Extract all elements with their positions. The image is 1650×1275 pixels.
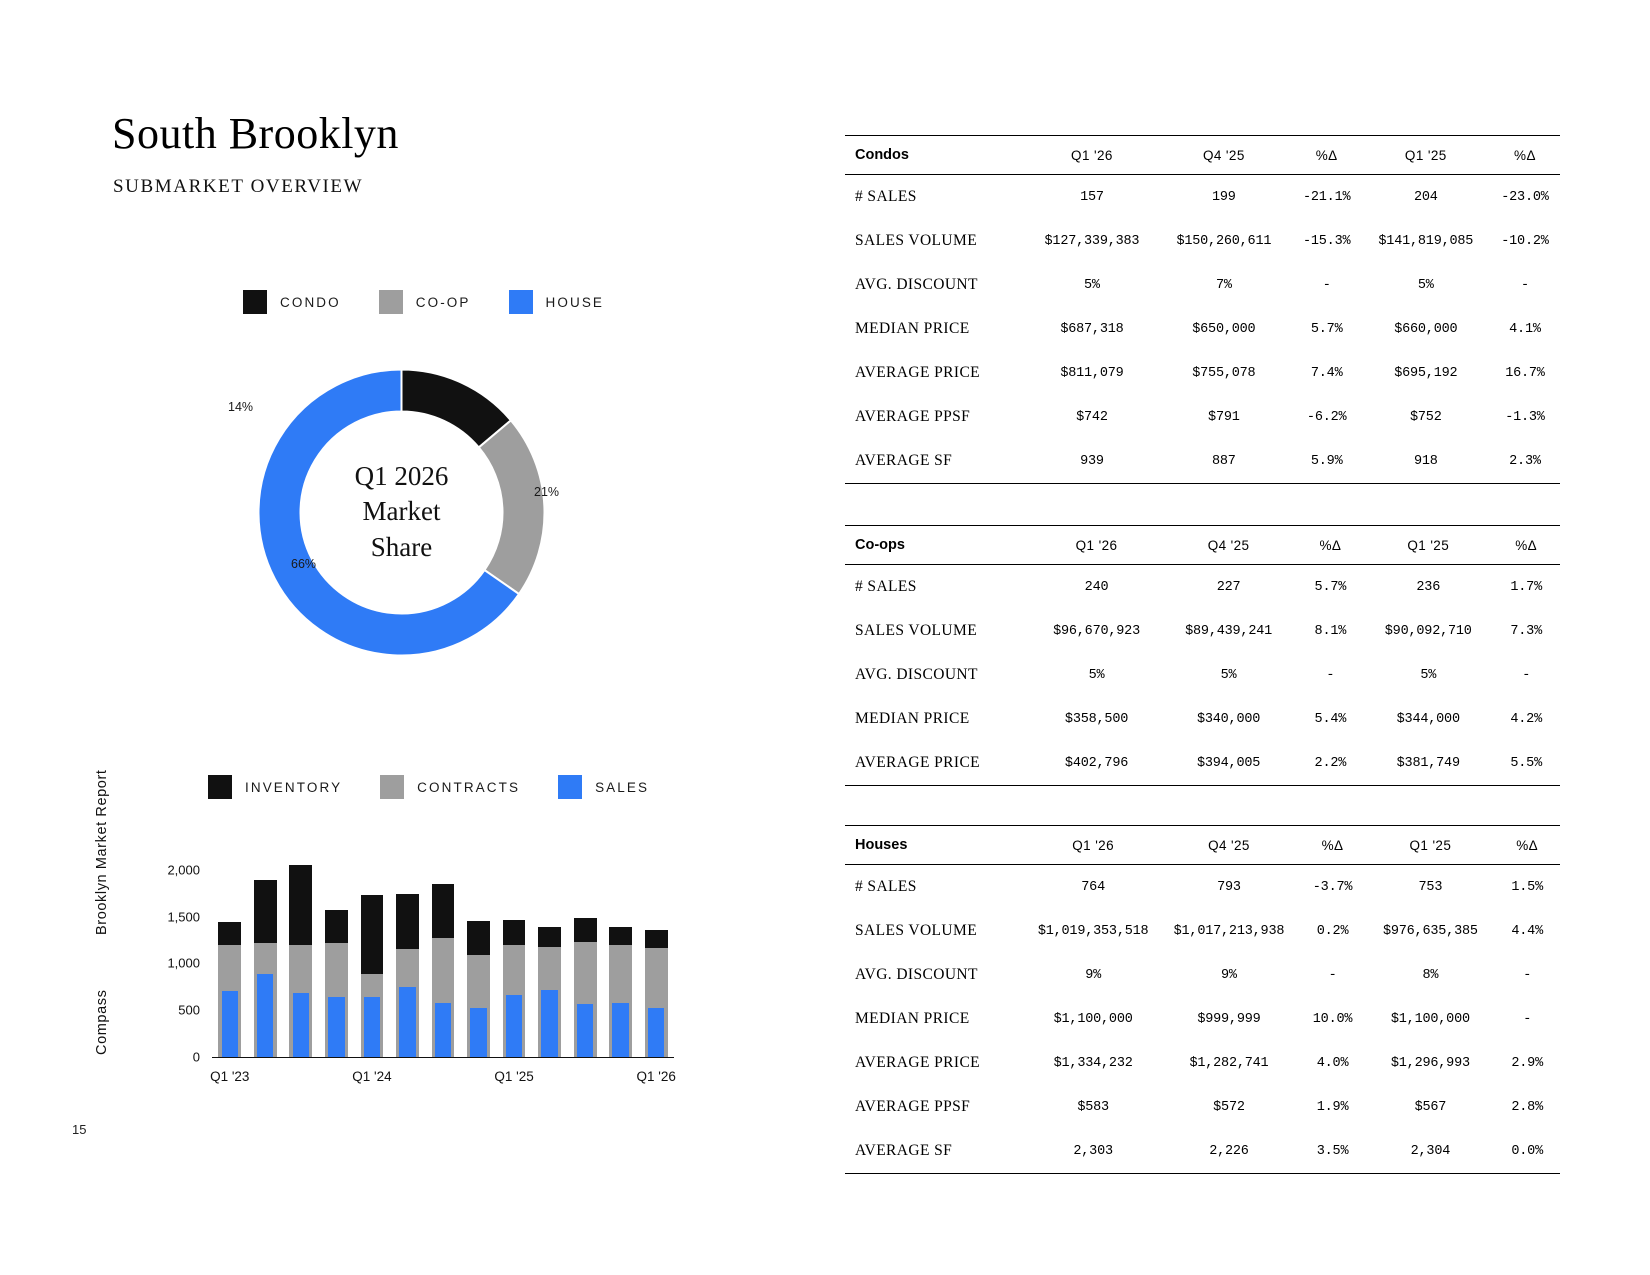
- bar-segment-sales: [470, 1008, 486, 1057]
- legend-label: INVENTORY: [245, 779, 343, 795]
- bar-legend: [208, 775, 649, 799]
- table-row-label: AVERAGE PRICE: [845, 741, 1032, 786]
- table-cell-value: 2.8%: [1511, 1099, 1543, 1115]
- table-cell-value: $999,999: [1197, 1011, 1261, 1027]
- table-column-header: Q4 '25: [1161, 526, 1297, 565]
- bar-group: [254, 851, 277, 1057]
- table-column-header: Q1 '26: [1028, 136, 1156, 175]
- table-row-label: AVERAGE PPSF: [855, 1098, 971, 1115]
- table-cell-value: 236: [1416, 579, 1441, 595]
- table-cell-value: 2.3%: [1490, 439, 1560, 484]
- table-cell-value: 157: [1080, 189, 1104, 205]
- table-cell-value: -23.0%: [1501, 189, 1549, 205]
- table-row-header: Houses: [845, 826, 1027, 865]
- bar-group: [325, 851, 348, 1057]
- table-cell-value: 5%: [1220, 667, 1237, 683]
- table-cell-value: $660,000: [1394, 321, 1458, 337]
- bar-legend-item-inventory: [208, 775, 342, 799]
- table-cell-value: 2,304: [1366, 1129, 1494, 1174]
- table-cell-value: $567: [1414, 1099, 1447, 1115]
- table-cell-value: $402,796: [1032, 741, 1160, 786]
- table-row: [845, 219, 1560, 263]
- table-row: [845, 263, 1560, 307]
- donut-legend-item-house: [509, 290, 605, 314]
- table-cell-value: $90,092,710: [1384, 623, 1472, 639]
- table-cell-value: $394,005: [1161, 741, 1297, 786]
- table-cell-value: -: [1326, 667, 1335, 683]
- table-row-header: Co-ops: [845, 526, 1032, 565]
- bar-x-axis: [212, 1057, 674, 1058]
- table-row: [845, 741, 1560, 786]
- table-row: [845, 865, 1560, 910]
- sidebar-brand-label: Compass: [94, 989, 110, 1055]
- bar-group: [361, 851, 384, 1057]
- table-cell-value: 16.7%: [1505, 365, 1545, 381]
- table-cell-value: 5.7%: [1310, 321, 1343, 337]
- bar-group: [218, 851, 241, 1057]
- table-cell-value: $1,017,213,938: [1173, 923, 1285, 939]
- bar-segment-sales: [612, 1003, 628, 1057]
- donut-pct-house: 66%: [291, 557, 317, 571]
- table-row-label: AVERAGE SF: [845, 439, 1028, 484]
- donut-center-line-3: Share: [370, 532, 433, 563]
- table-cell-value: 2.9%: [1511, 1055, 1543, 1071]
- houses-table: [845, 825, 1560, 1174]
- bar-segment-sales: [399, 987, 415, 1057]
- legend-swatch-icon: [380, 775, 404, 799]
- table-row-label: # SALES: [855, 188, 917, 205]
- table-row: [845, 653, 1560, 697]
- table-cell-value: 9%: [1085, 967, 1102, 983]
- table-header-row: [845, 136, 1560, 175]
- table-column-header: %Δ: [1299, 826, 1367, 865]
- table-cell-value: 5.4%: [1314, 711, 1347, 727]
- table-cell-value: 2,303: [1027, 1129, 1159, 1174]
- bar-y-tick-label: 2,000: [167, 862, 200, 878]
- table-cell-value: 793: [1217, 879, 1241, 895]
- table-cell-value: $1,296,993: [1390, 1055, 1470, 1071]
- table-cell-value: 7%: [1215, 277, 1232, 293]
- table-row-label: AVG. DISCOUNT: [855, 966, 978, 983]
- table-row: [845, 1085, 1560, 1129]
- table-column-header: Q4 '25: [1159, 826, 1298, 865]
- table-column-header: %Δ: [1297, 526, 1365, 565]
- table-cell-value: $791: [1208, 409, 1240, 425]
- bar-x-tick-label: Q1 '26: [636, 1069, 676, 1084]
- table-cell-value: 10.0%: [1312, 1011, 1353, 1027]
- table-column-header: Q1 '25: [1366, 826, 1494, 865]
- table-row-label: AVERAGE PRICE: [855, 1054, 981, 1071]
- table-cell-value: $1,100,000: [1390, 1011, 1470, 1027]
- table-cell-value: 2.2%: [1297, 741, 1365, 786]
- table-cell-value: $340,000: [1196, 711, 1261, 727]
- donut-legend-item-co-op: [379, 290, 471, 314]
- table-cell-value: $1,100,000: [1053, 1011, 1133, 1027]
- table-cell-value: 5%: [1088, 667, 1105, 683]
- table-cell-value: -10.2%: [1501, 233, 1549, 249]
- table-cell-value: 204: [1413, 189, 1438, 205]
- donut-legend: [243, 290, 604, 314]
- table-header-row: [845, 826, 1560, 865]
- table-cell-value: 2,226: [1159, 1129, 1298, 1174]
- donut-center-line-1: Q1 2026: [354, 460, 449, 491]
- table-cell-value: 240: [1084, 579, 1109, 595]
- page-subtitle: SUBMARKET OVERVIEW: [113, 176, 364, 197]
- table-cell-value: 939: [1028, 439, 1156, 484]
- table-cell-value: -3.7%: [1312, 879, 1353, 895]
- table-cell-value: 8%: [1422, 967, 1439, 983]
- legend-label: SALES: [595, 779, 650, 795]
- legend-swatch-icon: [509, 290, 533, 314]
- table-cell-value: $583: [1077, 1099, 1109, 1115]
- bar-segment-sales: [506, 995, 522, 1057]
- table-row-label: AVG. DISCOUNT: [855, 276, 978, 293]
- bar-x-tick-label: Q1 '25: [494, 1069, 534, 1084]
- coops-table: [845, 525, 1560, 786]
- table-row: [845, 1041, 1560, 1085]
- legend-label: CONDO: [280, 294, 341, 310]
- table-cell-value: 0.2%: [1316, 923, 1349, 939]
- table-cell-value: 1.5%: [1511, 879, 1543, 895]
- bar-group: [503, 851, 526, 1057]
- table-cell-value: 8.1%: [1314, 623, 1347, 639]
- table-cell-value: 1.7%: [1510, 579, 1542, 595]
- donut-pct-coop: 21%: [534, 485, 560, 499]
- legend-label: CONTRACTS: [417, 779, 521, 795]
- table-cell-value: 0.0%: [1494, 1129, 1560, 1174]
- page-number: 15: [72, 1122, 87, 1137]
- table-cell-value: $96,670,923: [1053, 623, 1140, 639]
- table-cell-value: $141,819,085: [1378, 233, 1474, 249]
- table-cell-value: -: [1523, 1011, 1532, 1027]
- legend-swatch-icon: [243, 290, 267, 314]
- table-cell-value: 764: [1081, 879, 1105, 895]
- table-row: [845, 395, 1560, 439]
- bar-segment-sales: [328, 997, 344, 1057]
- table-column-header: %Δ: [1494, 826, 1560, 865]
- table-column-header: %Δ: [1292, 136, 1362, 175]
- table-cell-value: -: [1522, 667, 1531, 683]
- table-row-label: SALES VOLUME: [855, 622, 978, 639]
- bar-y-tick-label: 0: [192, 1049, 200, 1065]
- table-row-label: # SALES: [855, 578, 917, 595]
- table-cell-value: 5.7%: [1314, 579, 1347, 595]
- table-cell-value: $1,334,232: [1053, 1055, 1133, 1071]
- table-cell-value: 5%: [1420, 667, 1437, 683]
- table-column-header: Q1 '26: [1032, 526, 1160, 565]
- table-cell-value: $1,019,353,518: [1037, 923, 1149, 939]
- bar-group: [289, 851, 312, 1057]
- bar-group: [538, 851, 561, 1057]
- table-cell-value: $650,000: [1192, 321, 1256, 337]
- table-cell-value: $150,260,611: [1176, 233, 1272, 249]
- table-cell-value: $695,192: [1394, 365, 1458, 381]
- bar-legend-item-sales: [558, 775, 649, 799]
- table-cell-value: $572: [1213, 1099, 1245, 1115]
- bar-segment-sales: [435, 1003, 451, 1057]
- table-cell-value: $755,078: [1192, 365, 1256, 381]
- donut-center-label: [229, 459, 574, 567]
- table-column-header: %Δ: [1490, 136, 1560, 175]
- bar-group: [396, 851, 419, 1057]
- table-cell-value: -21.1%: [1302, 189, 1351, 205]
- bar-y-tick-label: 500: [178, 1002, 200, 1018]
- table-cell-value: 4.4%: [1511, 923, 1543, 939]
- bar-segment-sales: [293, 993, 309, 1057]
- table-cell-value: 5.5%: [1492, 741, 1560, 786]
- table-cell-value: $687,318: [1060, 321, 1124, 337]
- bar-y-tick-label: 1,500: [167, 909, 200, 925]
- table-cell-value: 5%: [1084, 277, 1100, 293]
- table-row: [845, 697, 1560, 741]
- table-cell-value: $89,439,241: [1185, 623, 1273, 639]
- table-row: [845, 997, 1560, 1041]
- table-cell-value: $811,079: [1060, 365, 1124, 381]
- table-row: [845, 307, 1560, 351]
- donut-pct-condo: 14%: [228, 400, 254, 414]
- bar-segment-sales: [577, 1004, 593, 1057]
- table-row-label: AVG. DISCOUNT: [855, 666, 978, 683]
- table-column-header: Q1 '25: [1364, 526, 1492, 565]
- inventory-contracts-sales-bar-chart: [120, 845, 680, 1095]
- table-cell-value: 4.2%: [1510, 711, 1542, 727]
- table-row-label: AVERAGE PPSF: [855, 408, 971, 425]
- table-row: [845, 351, 1560, 395]
- table-cell-value: -6.2%: [1306, 409, 1347, 425]
- legend-swatch-icon: [379, 290, 403, 314]
- table-cell-value: 5%: [1417, 277, 1434, 293]
- table-cell-value: 199: [1212, 189, 1236, 205]
- table-cell-value: 7.4%: [1310, 365, 1343, 381]
- table-cell-value: -: [1322, 277, 1331, 293]
- table-row-header: Condos: [845, 136, 1028, 175]
- bar-group: [574, 851, 597, 1057]
- table-row: [845, 909, 1560, 953]
- table-row: [845, 565, 1560, 610]
- table-column-header: Q4 '25: [1156, 136, 1292, 175]
- table-row-label: AVERAGE PRICE: [855, 364, 981, 381]
- table-row: [845, 439, 1560, 484]
- table-row: [845, 175, 1560, 220]
- table-cell-value: -: [1521, 277, 1529, 293]
- table-row: [845, 1129, 1560, 1174]
- table-cell-value: $127,339,383: [1044, 233, 1140, 249]
- table-cell-value: 887: [1156, 439, 1292, 484]
- table-column-header: Q1 '25: [1362, 136, 1490, 175]
- table-cell-value: 5.9%: [1292, 439, 1362, 484]
- table-row-label: SALES VOLUME: [855, 232, 978, 249]
- bar-legend-item-contracts: [380, 775, 520, 799]
- bar-segment-sales: [541, 990, 557, 1057]
- table-row-label: SALES VOLUME: [855, 922, 978, 939]
- bar-segment-sales: [648, 1008, 664, 1057]
- table-cell-value: 918: [1362, 439, 1490, 484]
- bar-segment-sales: [257, 974, 273, 1057]
- donut-center-line-2: Market: [362, 496, 441, 527]
- table-cell-value: 227: [1216, 579, 1241, 595]
- table-cell-value: $358,500: [1064, 711, 1129, 727]
- bar-group: [467, 851, 490, 1057]
- bar-x-tick-label: Q1 '24: [352, 1069, 392, 1084]
- bar-segment-sales: [222, 991, 238, 1057]
- table-cell-value: $976,635,385: [1382, 923, 1478, 939]
- table-header-row: [845, 526, 1560, 565]
- table-row-label: # SALES: [855, 878, 917, 895]
- table-column-header: Q1 '26: [1027, 826, 1159, 865]
- table-cell-value: 7.3%: [1510, 623, 1542, 639]
- bar-x-tick-label: Q1 '23: [210, 1069, 250, 1084]
- condos-table: [845, 135, 1560, 484]
- donut-legend-item-condo: [243, 290, 341, 314]
- table-column-header: %Δ: [1492, 526, 1560, 565]
- table-cell-value: 4.0%: [1316, 1055, 1349, 1071]
- table-cell-value: $381,749: [1364, 741, 1492, 786]
- table-cell-value: $344,000: [1396, 711, 1460, 727]
- table-cell-value: 4.1%: [1509, 321, 1541, 337]
- sidebar-report-label: Brooklyn Market Report: [94, 769, 110, 935]
- table-cell-value: -: [1523, 967, 1532, 983]
- table-cell-value: -: [1328, 967, 1337, 983]
- legend-swatch-icon: [558, 775, 582, 799]
- table-cell-value: $1,282,741: [1189, 1055, 1269, 1071]
- bar-group: [432, 851, 455, 1057]
- bar-group: [609, 851, 632, 1057]
- bar-group: [645, 851, 668, 1057]
- bar-segment-sales: [364, 997, 380, 1057]
- legend-label: CO-OP: [415, 294, 471, 310]
- table-cell-value: 753: [1418, 879, 1443, 895]
- market-share-donut-chart: [229, 340, 574, 685]
- bar-y-tick-label: 1,000: [167, 955, 200, 971]
- table-row-label: AVERAGE SF: [845, 1129, 1027, 1174]
- legend-swatch-icon: [208, 775, 232, 799]
- table-cell-value: 3.5%: [1299, 1129, 1367, 1174]
- table-row-label: MEDIAN PRICE: [855, 710, 970, 727]
- table-cell-value: 9%: [1221, 967, 1237, 983]
- table-cell-value: 1.9%: [1316, 1099, 1349, 1115]
- table-row: [845, 609, 1560, 653]
- table-row-label: MEDIAN PRICE: [855, 320, 970, 337]
- table-cell-value: $742: [1076, 409, 1108, 425]
- table-cell-value: -1.3%: [1505, 409, 1545, 425]
- page-title: South Brooklyn: [112, 109, 399, 158]
- legend-label: HOUSE: [545, 294, 605, 310]
- table-cell-value: $752: [1410, 409, 1442, 425]
- table-row: [845, 953, 1560, 997]
- table-row-label: MEDIAN PRICE: [855, 1010, 970, 1027]
- table-cell-value: -15.3%: [1302, 233, 1351, 249]
